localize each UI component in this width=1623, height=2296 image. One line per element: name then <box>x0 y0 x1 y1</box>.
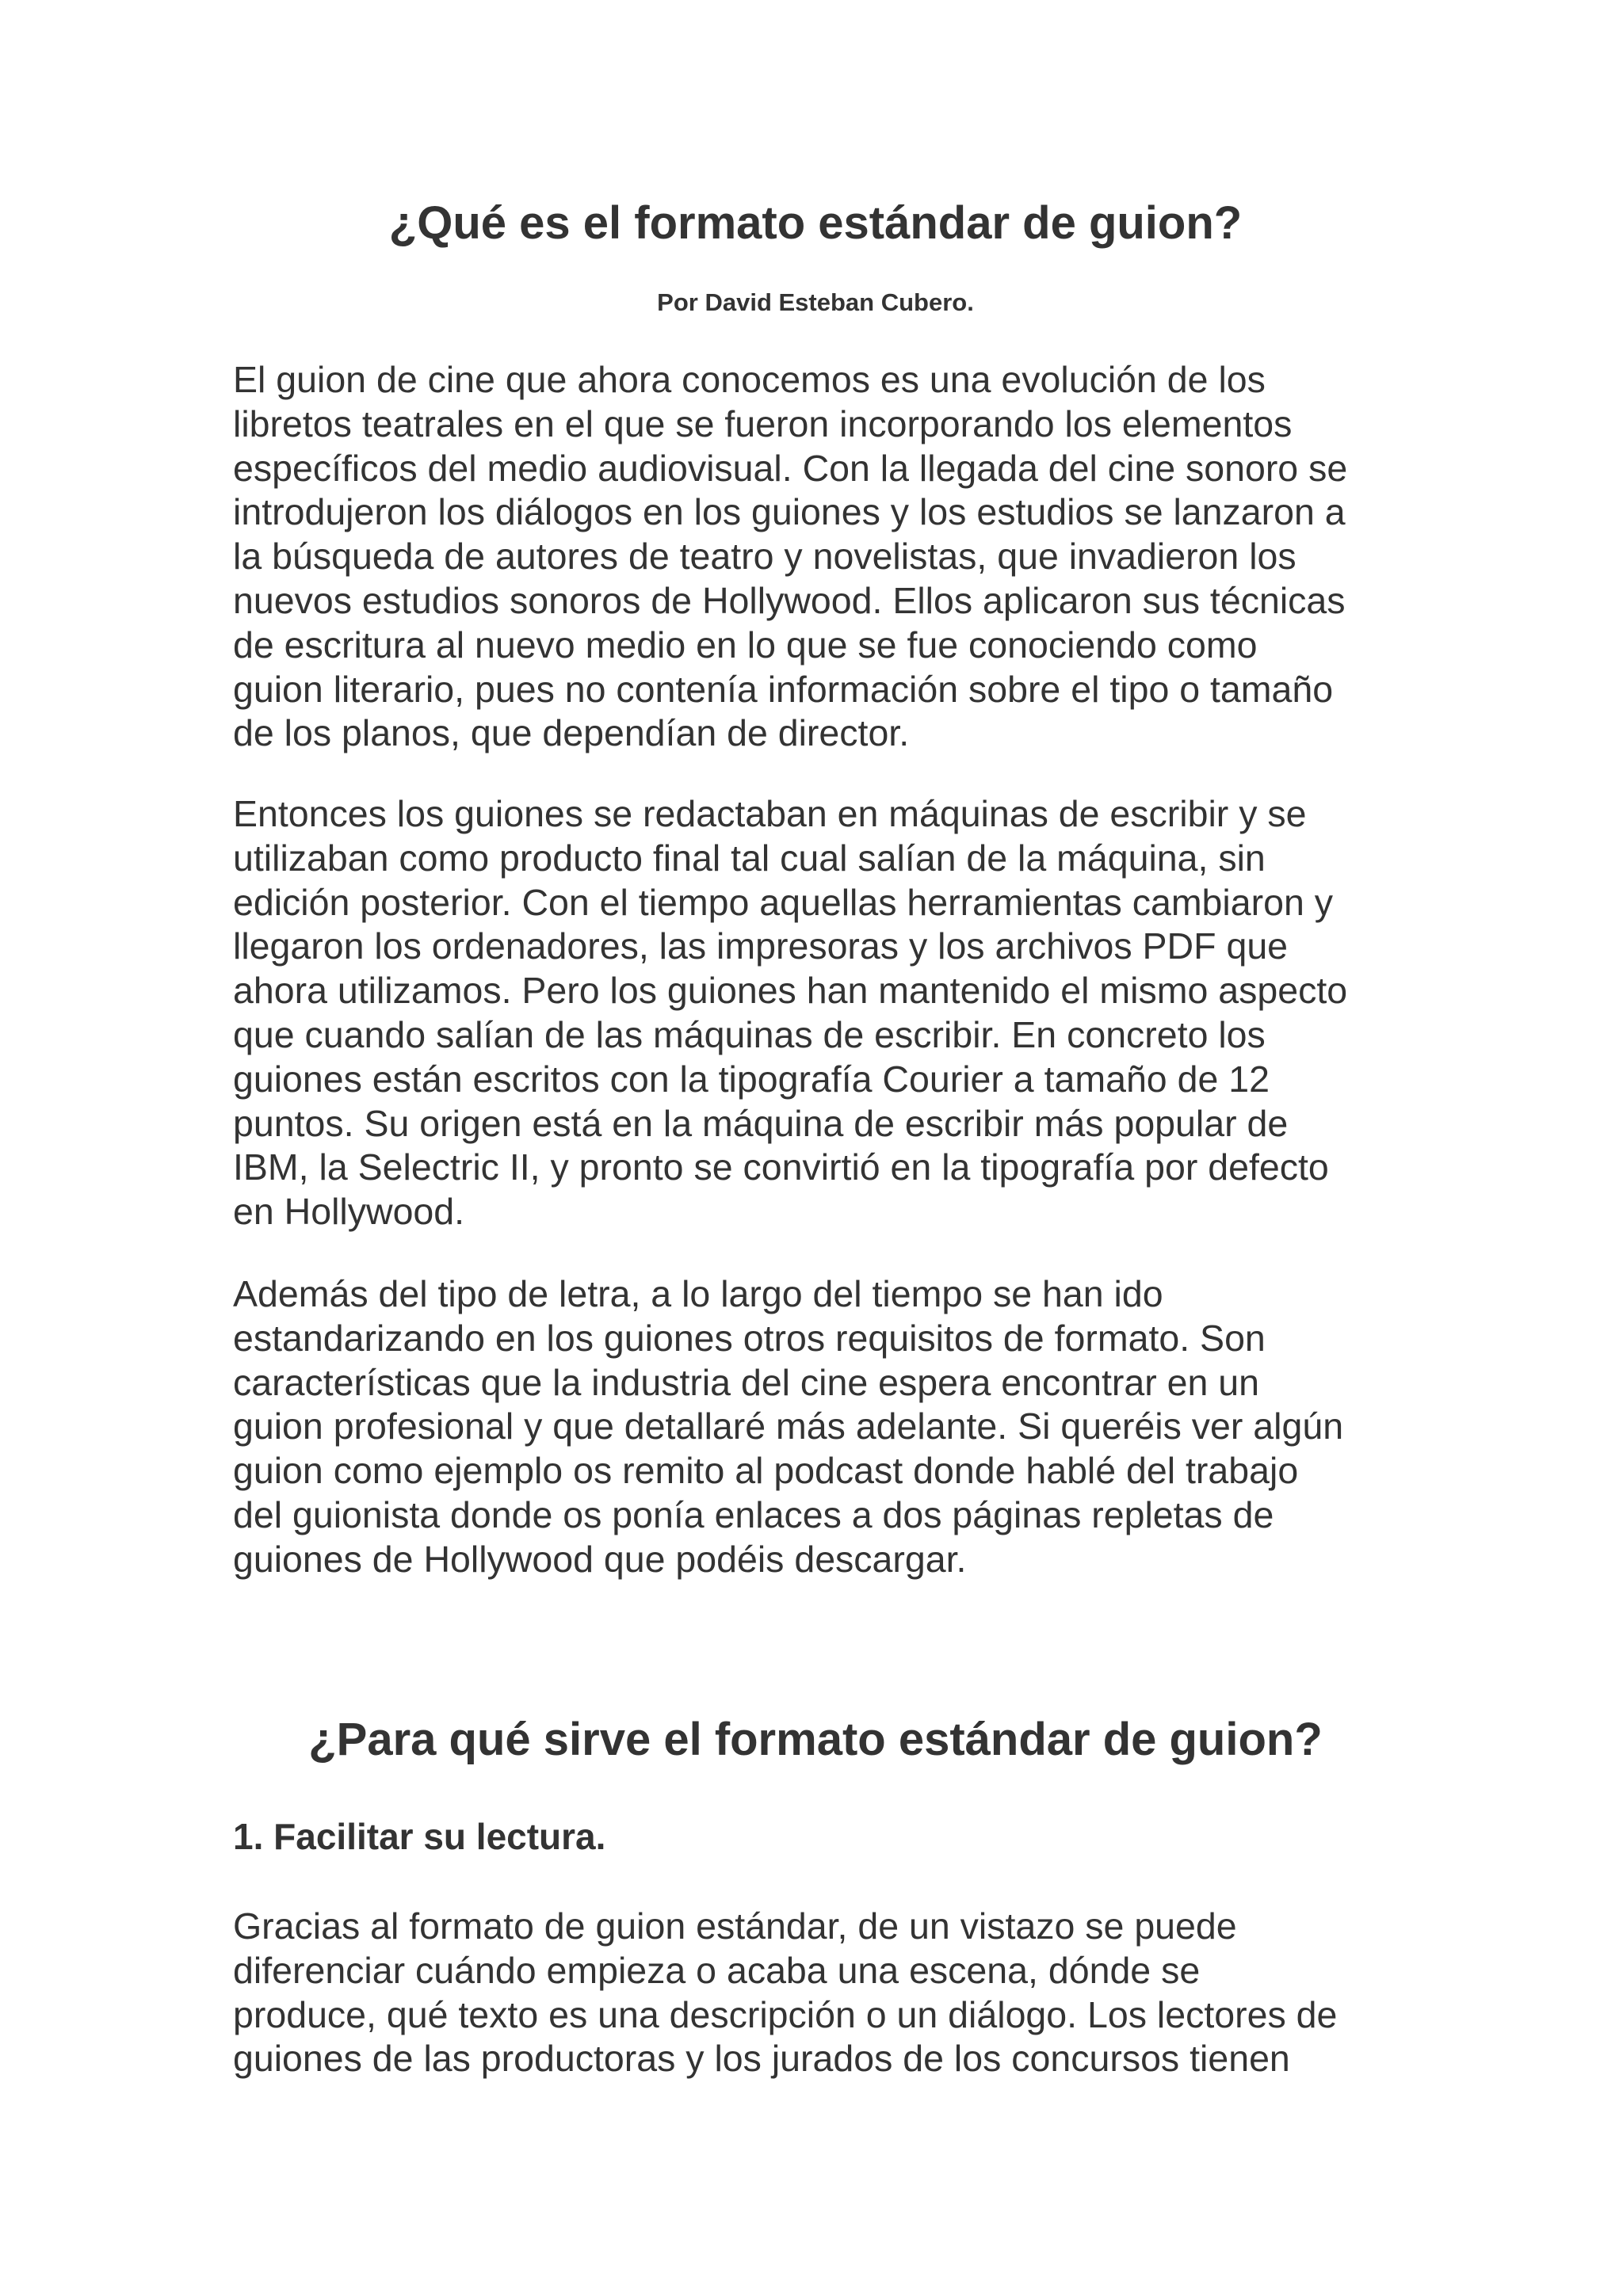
paragraph-line: específicos del medio audiovisual. Con la llegada del cine sonoro se <box>233 447 1348 489</box>
paragraph-line: guiones de Hollywood que podéis descargar. <box>233 1538 967 1580</box>
paragraph-line: guion como ejemplo os remito al podcast donde hablé del trabajo <box>233 1450 1299 1492</box>
paragraph-line: guiones están escritos con la tipografía Courier a tamaño de 12 <box>233 1058 1270 1100</box>
paragraph-line: ahora utilizamos. Pero los guiones han mantenido el mismo aspecto <box>233 970 1348 1012</box>
paragraph-line: produce, qué texto es una descripción o un diálogo. Los lectores de <box>233 1993 1338 2035</box>
paragraph-line: de los planos, que dependían de director. <box>233 712 910 754</box>
paragraph-line: diferenciar cuándo empieza o acaba una escena, dónde se <box>233 1949 1201 1991</box>
paragraph-line: estandarizando en los guiones otros requisitos de formato. Son <box>233 1317 1266 1359</box>
paragraph-line: libretos teatrales en el que se fueron incorporando los elementos <box>233 402 1293 444</box>
paragraph-line: Gracias al formato de guion estándar, de un vistazo se puede <box>233 1905 1237 1947</box>
body-paragraph-4 <box>233 1905 1404 2081</box>
paragraph-line: guion profesional y que detallaré más adelante. Si queréis ver algún <box>233 1405 1344 1447</box>
section-title: ¿Para qué sirve el formato estándar de guion? <box>308 1714 1323 1765</box>
paragraph-line: Además del tipo de letra, a lo largo del tiempo se han ido <box>233 1273 1163 1314</box>
paragraph-line: guion literario, pues no contenía información sobre el tipo o tamaño <box>233 668 1334 710</box>
page-title: ¿Qué es el formato estándar de guion? <box>388 197 1243 249</box>
paragraph-line: nuevos estudios sonoros de Hollywood. Ellos aplicaron sus técnicas <box>233 579 1346 621</box>
paragraph-line: que cuando salían de las máquinas de escribir. En concreto los <box>233 1013 1266 1055</box>
body-paragraph-2 <box>233 792 1404 1234</box>
section-subheading: 1. Facilitar su lectura. <box>233 1816 606 1857</box>
paragraph-line: puntos. Su origen está en la máquina de escribir más popular de <box>233 1102 1289 1144</box>
paragraph-line: introdujeron los diálogos en los guiones y los estudios se lanzaron a <box>233 491 1346 533</box>
paragraph-line: la búsqueda de autores de teatro y novelistas, que invadieron los <box>233 536 1296 578</box>
paragraph-line: IBM, la Selectric II, y pronto se convirtió en la tipografía por defecto <box>233 1146 1329 1188</box>
paragraph-line: Entonces los guiones se redactaban en máquinas de escribir y se <box>233 793 1307 834</box>
paragraph-line: características que la industria del cine espera encontrar en un <box>233 1361 1259 1403</box>
paragraph-line: El guion de cine que ahora conocemos es una evolución de los <box>233 359 1266 400</box>
author-byline: Por David Esteban Cubero. <box>657 288 974 316</box>
paragraph-line: en Hollywood. <box>233 1191 465 1233</box>
paragraph-line: edición posterior. Con el tiempo aquellas herramientas cambiaron y <box>233 881 1333 923</box>
paragraph-line: del guionista donde os ponía enlaces a dos páginas repletas de <box>233 1493 1274 1535</box>
body-paragraph-3 <box>233 1272 1404 1582</box>
paragraph-line: utilizaban como producto final tal cual salían de la máquina, sin <box>233 837 1266 879</box>
body-paragraph-1 <box>233 358 1404 756</box>
paragraph-line: llegaron los ordenadores, las impresoras y los archivos PDF que <box>233 925 1289 967</box>
paragraph-line: guiones de las productoras y los jurados de los concursos tienen <box>233 2038 1290 2080</box>
paragraph-line: de escritura al nuevo medio en lo que se fue conociendo como <box>233 624 1258 666</box>
